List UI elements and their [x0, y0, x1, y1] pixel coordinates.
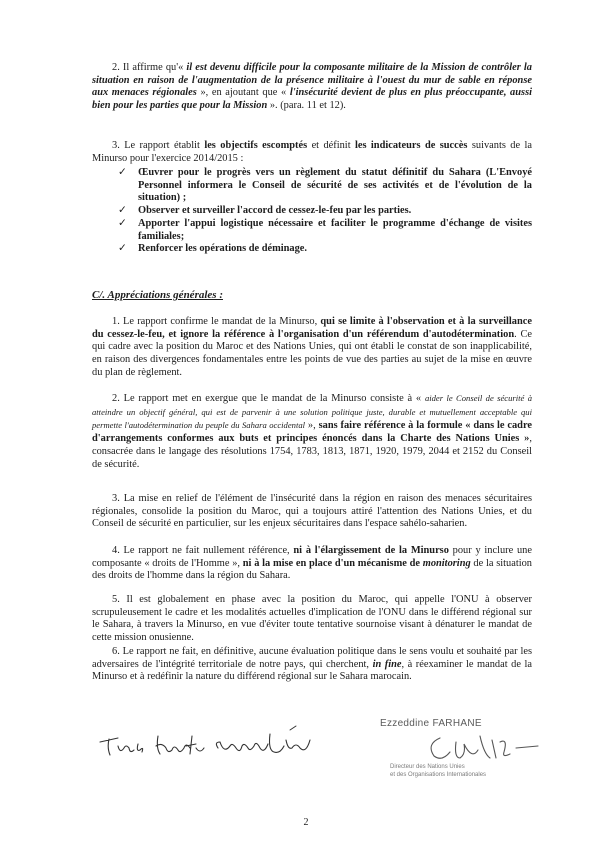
signature-stroke	[431, 736, 538, 758]
paragraph-c5	[92, 594, 532, 645]
list-item	[118, 205, 532, 218]
bold-text: les objectifs escomptés	[204, 140, 308, 151]
bold-text: ni à la mise en place d'un mécanisme de	[242, 557, 423, 569]
text: pour y inclure une composante « droits de l'Homme »,	[92, 545, 532, 569]
text: »,	[305, 420, 319, 432]
list-item	[118, 167, 532, 205]
quote: il est devenu difficile pour la composante militaire de la Mission de contrôler la situation en raison de l'augmentation de la présence militaire à l'ouest du mur de sable en réponse aux menaces régionales	[92, 62, 532, 99]
bold-text: Le rapport ne fait, en définitive, aucune évaluation politique dans le sens voulu et souhaité par les adversaires de l'intégrité territoriale de notre pays, qui cherchent,	[92, 646, 532, 670]
check-icon: ✓	[118, 243, 127, 255]
handwriting-stroke	[100, 738, 143, 755]
paragraph-number: 5.	[112, 594, 120, 605]
text: Le rapport ne fait nullement référence,	[123, 545, 294, 556]
bold-text: sans faire référence à la formule « dans le cadre d'arrangements conformes aux buts et principes énoncés dans la Charte des Nations Unies »	[92, 420, 533, 445]
text: suivants de la Minurso pour l'exercice 2014/2015 :	[92, 140, 532, 164]
signatory-name: Ezzeddine FARHANE	[380, 718, 482, 729]
paragraph-c6	[92, 646, 532, 684]
paragraph-3	[92, 140, 532, 165]
quote: l'insécurité devient de plus en plus préoccupante, aussi bien pour les parties que pour la Mission	[92, 87, 532, 112]
check-icon: ✓	[118, 205, 127, 217]
text: , consacrée dans le langage des résolutions 1754, 1783, 1813, 1871, 1920, 1979, 2044 et 2152 du Conseil de sécurité.	[92, 433, 532, 470]
paragraph-c3	[92, 493, 532, 531]
list-item	[118, 243, 532, 256]
bold-italic-text: in fine	[372, 658, 402, 670]
paragraph-number: 3.	[112, 493, 120, 504]
text: Le rapport établit	[124, 140, 205, 151]
quote: aider le Conseil de sécurité à atteindre un objectif général, qui est de parvenir à une solution politique juste, durable et mutuellement acceptable qui permette l'autodétermination du peuple du Sahara occidental	[92, 393, 532, 431]
paragraph-number: 1.	[112, 316, 120, 327]
list-item	[118, 218, 532, 243]
bold-text: qui se limite à l'observation et à la surveillance du cessez-le-feu, et ignore la référence à l'organisation d'un référendum d'autodétermination	[92, 316, 532, 340]
text: Il est globalement en phase avec la position du Maroc, qui appelle l'ONU à observer scrupuleusement le cadre et les modalités actuelles d'implication de l'ONU dans le différend régional sur le Sahara, à travers la Minurso, en vue d'éviter toute tentative sournoise visant à dénaturer le mandat de cette mission onusienne.	[92, 594, 532, 644]
handwritten-note	[96, 724, 316, 764]
paragraph-number: 4.	[112, 545, 120, 556]
signatory-title: Directeur des Nations Unies	[390, 764, 465, 770]
signature-block	[380, 708, 540, 788]
bold-text: les indicateurs de succès	[354, 140, 468, 151]
text: et définit	[307, 140, 355, 151]
text: Le rapport met en exergue que le mandat de la Minurso consiste à «	[123, 393, 425, 404]
paragraph-number: 2.	[112, 393, 120, 404]
paragraph-2	[92, 62, 532, 113]
text: ». (para. 11 et 12).	[267, 100, 346, 112]
text: . Ce qui cadre avec la position du Maroc et des Nations Unies, qui ont établi le constat de son inapplicabilité, en raison des divergences fondamentales entre les points de vue des parties au sujet de la mise en œuvre du plan de règlement.	[92, 328, 532, 378]
text: La mise en relief de l'élément de l'insécurité dans la région en raison des menaces sécuritaires régionales, consolide la position du Maroc, qui a toujours attiré l'attention des Nations Unies, et du Conseil de sécurité en particulier, sur les enjeux sécuritaires dans l'espace sahélo-saharien.	[92, 493, 532, 530]
paragraph-number: 6.	[112, 646, 120, 657]
section-heading: C/. Appréciations générales :	[92, 289, 223, 301]
objectives-list	[118, 167, 532, 256]
list-item-text: Apporter l'appui logistique nécessaire et faciliter le programme d'échange de visites familiales;	[138, 217, 532, 242]
handwriting-stroke	[290, 726, 296, 730]
text: Le rapport confirme le mandat de la Minurso,	[123, 316, 321, 327]
handwriting-stroke	[216, 734, 310, 752]
bold-text: , à réexaminer le mandat de la Minurso et à redéfinir la nature du différend régional sur le Sahara marocain.	[92, 658, 532, 683]
paragraph-c4	[92, 545, 532, 583]
handwriting-stroke	[156, 736, 204, 754]
text: Il affirme qu'«	[122, 62, 187, 73]
signatory-subtitle: et des Organisations Internationales	[390, 772, 487, 778]
paragraph-c1	[92, 316, 532, 380]
paragraph-number: 2.	[112, 62, 120, 73]
list-item-text: Renforcer les opérations de déminage.	[138, 243, 308, 255]
check-icon: ✓	[118, 167, 127, 178]
bold-italic-text: monitoring	[422, 557, 471, 569]
bold-text: ni à l'élargissement de la Minurso	[293, 545, 449, 556]
list-item-text: Œuvrer pour le progrès vers un règlement du statut définitif du Sahara (L'Envoyé Personnel informera le Conseil de sécurité de ses activités et de l'évolution de la situation) ;	[138, 167, 532, 204]
signature-scribble	[420, 728, 540, 768]
page-number: 2	[303, 817, 309, 828]
list-item-text: Observer et surveiller l'accord de cessez-le-feu par les parties.	[138, 205, 412, 217]
text: de la situation des droits de l'homme dans la région du Sahara.	[92, 557, 532, 582]
paragraph-number: 3.	[112, 140, 120, 151]
paragraph-c2	[92, 392, 532, 471]
text: », en ajoutant que «	[196, 87, 290, 99]
check-icon: ✓	[118, 217, 127, 229]
